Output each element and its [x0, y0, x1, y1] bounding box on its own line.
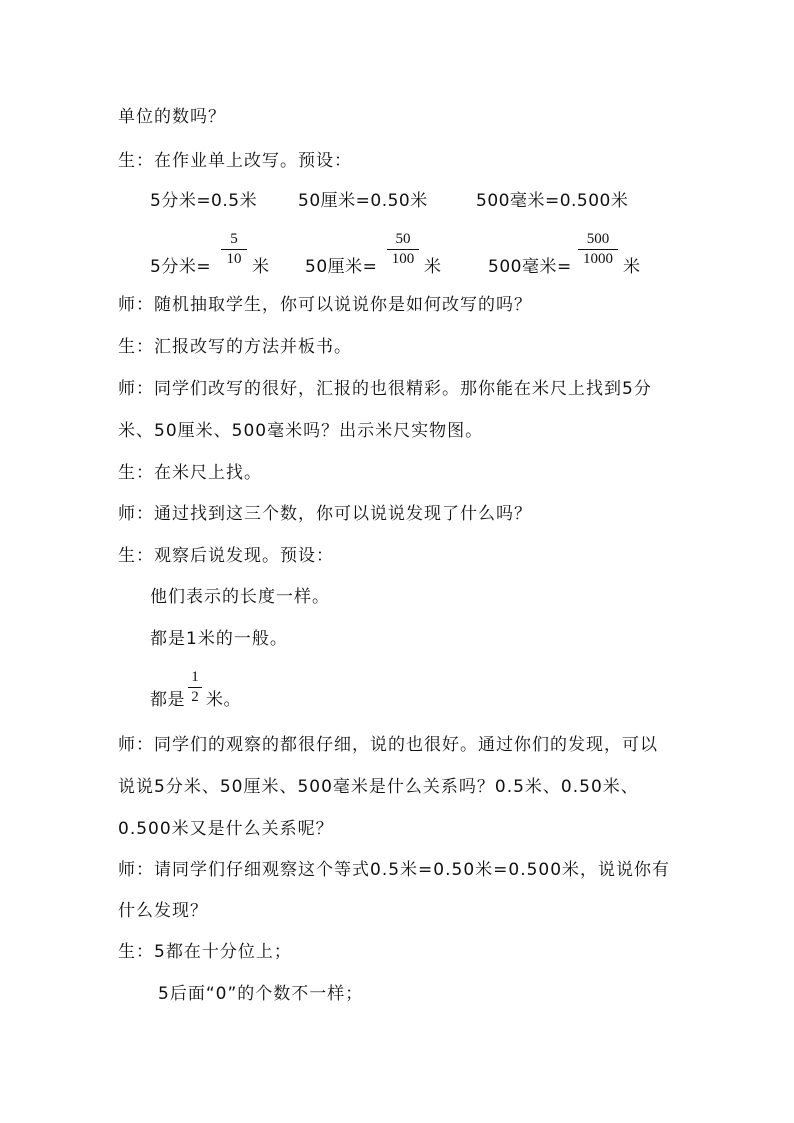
fraction-denominator: 1000 — [583, 251, 613, 267]
text-line: 生：汇报改写的方法并板书。 — [118, 337, 352, 357]
fraction-denominator: 2 — [191, 689, 199, 705]
text-line: 师：同学们的观察的都很仔细，说的也很好。通过你们的发现，可以 — [118, 735, 658, 755]
fraction-suffix: 米 — [623, 257, 641, 277]
fraction-prefix: 5分米= — [150, 257, 212, 277]
text-line: 生：在米尺上找。 — [118, 463, 262, 483]
equation-decimal-mm: 500毫米=0.500米 — [476, 191, 629, 211]
text-line: 单位的数吗？ — [118, 107, 226, 127]
text-line: 生：在作业单上改写。预设： — [118, 151, 352, 171]
text-line: 什么发现？ — [118, 901, 208, 921]
equation-decimal-cm: 50厘米=0.50米 — [298, 191, 428, 211]
fraction-prefix: 500毫米= — [488, 257, 572, 277]
fraction-prefix: 都是 — [150, 690, 185, 710]
text-line: 0.500米又是什么关系呢？ — [118, 819, 334, 839]
text-line-indented: 他们表示的长度一样。 — [150, 587, 330, 607]
fraction — [221, 231, 247, 268]
fraction-denominator: 10 — [226, 251, 242, 267]
fraction-suffix: 米 — [252, 257, 270, 277]
fraction-bar — [387, 249, 419, 250]
fraction-numerator: 1 — [191, 669, 199, 685]
fraction-numerator: 5 — [230, 231, 238, 247]
text-line: 师：随机抽取学生，你可以说说你是如何改写的吗？ — [118, 295, 532, 315]
text-line: 生：观察后说发现。预设： — [118, 546, 334, 566]
fraction-bar — [578, 249, 618, 250]
text-line-indented: 都是1米的一般。 — [150, 629, 288, 649]
fraction-bar — [221, 249, 247, 250]
text-line: 生：5都在十分位上； — [118, 942, 292, 962]
text-line: 师：同学们改写的很好，汇报的也很精彩。那你能在米尺上找到5分 — [118, 379, 652, 399]
text-line: 说说5分米、50厘米、500毫米是什么关系吗？0.5米、0.50米、 — [118, 777, 639, 797]
text-line: 师：通过找到这三个数，你可以说说发现了什么吗？ — [118, 504, 532, 524]
text-line-indented: 5后面“0”的个数不一样； — [158, 984, 364, 1004]
fraction-suffix: 米。 — [206, 690, 241, 710]
fraction-bar — [188, 687, 202, 688]
fraction-numerator: 50 — [395, 231, 411, 247]
text-line: 师：请同学们仔细观察这个等式0.5米=0.50米=0.500米，说说你有 — [118, 860, 671, 880]
fraction — [387, 231, 419, 268]
fraction — [188, 669, 202, 706]
equation-decimal-dm: 5分米=0.5米 — [150, 191, 258, 211]
fraction-numerator: 500 — [586, 231, 610, 247]
text-line: 米、50厘米、500毫米吗？出示米尺实物图。 — [118, 421, 484, 441]
fraction-suffix: 米 — [424, 257, 442, 277]
fraction-prefix: 50厘米= — [305, 257, 378, 277]
fraction-denominator: 100 — [391, 251, 415, 267]
fraction — [578, 231, 618, 268]
